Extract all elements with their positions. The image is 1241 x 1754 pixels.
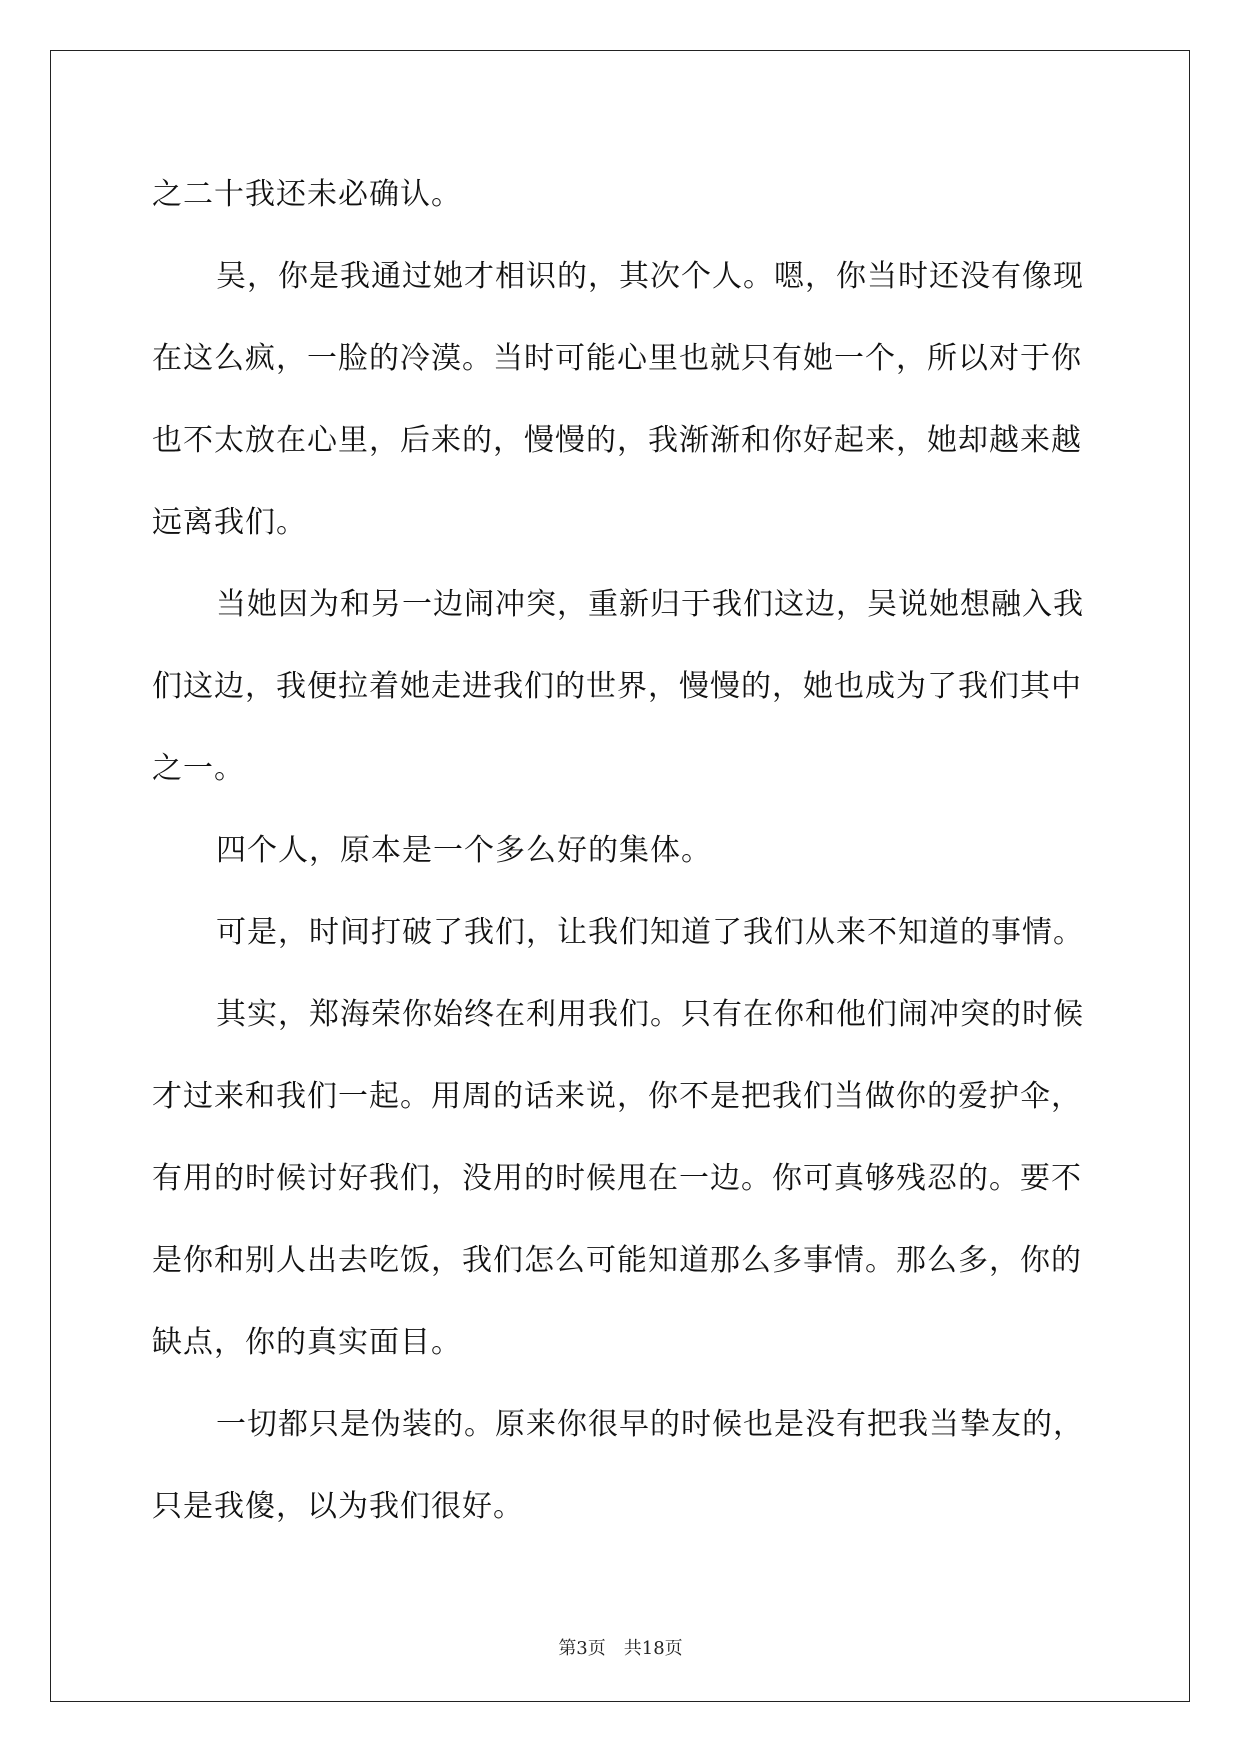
text-line: 吴，你是我通过她才相识的，其次个人。嗯，你当时还没有像现 [216, 259, 1084, 294]
paragraph [152, 154, 1092, 236]
text-line: 们这边，我便拉着她走进我们的世界，慢慢的，她也成为了我们其中 [152, 669, 1082, 704]
paragraph [152, 810, 1092, 892]
text-line: 在这么疯，一脸的冷漠。当时可能心里也就只有她一个，所以对于你 [152, 341, 1082, 376]
text-line: 其实，郑海荣你始终在利用我们。只有在你和他们闹冲突的时候 [216, 997, 1084, 1032]
text-line: 缺点，你的真实面目。 [152, 1325, 462, 1360]
document-body [152, 154, 1092, 1548]
text-line: 之一。 [152, 751, 245, 786]
text-line: 才过来和我们一起。用周的话来说，你不是把我们当做你的爱护伞， [152, 1079, 1082, 1114]
paragraph [152, 1384, 1092, 1548]
text-line: 当她因为和另一边闹冲突，重新归于我们这边，吴说她想融入我 [216, 587, 1084, 622]
paragraph [152, 892, 1092, 974]
page-number-footer: 第3页 共18页 [558, 1638, 683, 1659]
text-line: 远离我们。 [152, 505, 307, 540]
text-line: 一切都只是伪装的。原来你很早的时候也是没有把我当挚友的， [216, 1407, 1084, 1442]
text-line: 四个人，原本是一个多么好的集体。 [216, 833, 712, 868]
paragraph [152, 564, 1092, 810]
paragraph [152, 974, 1092, 1384]
text-line: 只是我傻，以为我们很好。 [152, 1489, 524, 1524]
text-line: 是你和别人出去吃饭，我们怎么可能知道那么多事情。那么多，你的 [152, 1243, 1082, 1278]
text-line: 之二十我还未必确认。 [152, 177, 462, 212]
paragraph [152, 236, 1092, 564]
text-line: 有用的时候讨好我们，没用的时候甩在一边。你可真够残忍的。要不 [152, 1161, 1082, 1196]
text-line: 也不太放在心里，后来的，慢慢的，我渐渐和你好起来，她却越来越 [152, 423, 1082, 458]
text-line: 可是，时间打破了我们，让我们知道了我们从来不知道的事情。 [216, 915, 1084, 950]
